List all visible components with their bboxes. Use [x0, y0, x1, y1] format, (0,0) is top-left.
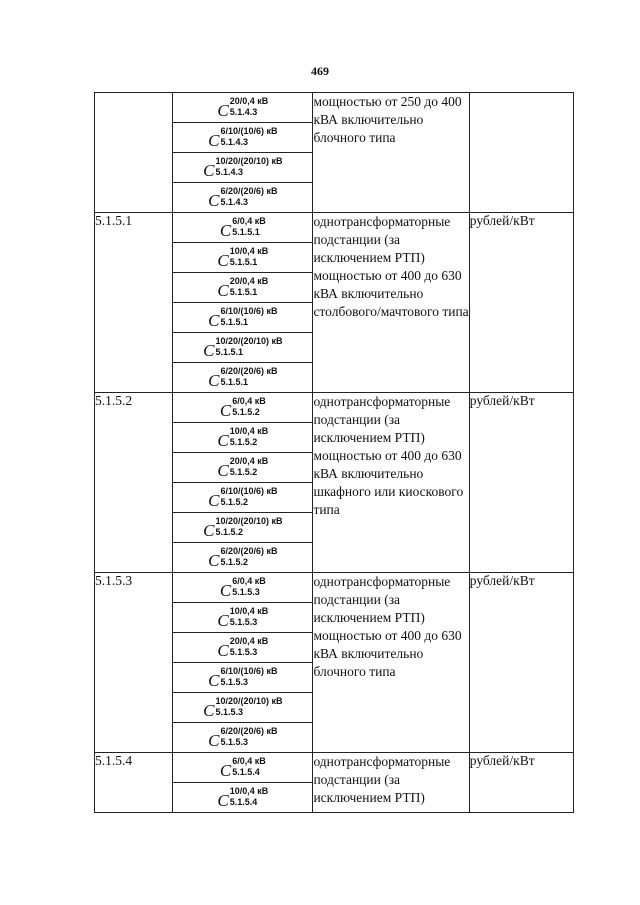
table-row [95, 393, 574, 423]
table-row [95, 213, 574, 243]
rate-symbol-cell [173, 573, 313, 603]
rate-symbol-cell [173, 213, 313, 243]
item-unit [469, 93, 573, 213]
rate-symbol-letter: C [203, 701, 215, 720]
item-description: мощностью от 250 до 400 кВА включительно блочного типа [313, 93, 469, 213]
rate-symbol-superscript: 10/20/(20/10) кВ [215, 516, 283, 526]
rate-symbol-superscript: 20/0,4 кВ [229, 96, 269, 106]
rate-symbol-cell [173, 483, 313, 513]
rate-symbol-cell [173, 363, 313, 393]
rate-symbol-letter: C [208, 191, 220, 210]
rate-symbol-letter: C [217, 461, 229, 480]
rate-symbol-cell [173, 183, 313, 213]
rate-symbol-letter: C [208, 311, 220, 330]
rate-symbol-superscript: 10/0,4 кВ [229, 246, 269, 256]
rate-symbol-superscript: 6/20/(20/6) кВ [220, 186, 278, 196]
rate-symbol-cell [173, 393, 313, 423]
rate-symbol-subscript: 5.1.5.3 [229, 647, 258, 657]
rate-symbol-letter: C [217, 641, 229, 660]
item-description: однотрансформаторные подстанции (за исключением РТП) [313, 753, 469, 813]
rate-symbol-cell [173, 543, 313, 573]
rate-symbol-cell [173, 453, 313, 483]
table-row [95, 573, 574, 603]
rate-symbol-cell [173, 273, 313, 303]
rate-symbol-subscript: 5.1.5.1 [229, 287, 258, 297]
rate-symbol-cell [173, 783, 313, 813]
rate-symbol-superscript: 6/10/(10/6) кВ [220, 126, 278, 136]
rate-symbol-letter: C [208, 491, 220, 510]
rate-symbol-subscript: 5.1.5.3 [220, 737, 248, 747]
rate-symbol-letter: C [208, 371, 220, 390]
rate-symbol-letter: C [219, 761, 232, 780]
rate-symbol-cell [173, 513, 313, 543]
table-row [95, 753, 574, 783]
rate-symbol-subscript: 5.1.5.3 [229, 617, 258, 627]
rate-symbol-subscript: 5.1.5.2 [220, 497, 248, 507]
tariff-table-body [95, 93, 574, 813]
rate-symbol-subscript: 5.1.5.1 [220, 377, 248, 387]
rate-symbol-letter: C [203, 521, 215, 540]
rate-symbol-cell [173, 723, 313, 753]
rate-symbol-cell [173, 333, 313, 363]
rate-symbol-superscript: 20/0,4 кВ [229, 276, 269, 286]
rate-symbol-subscript: 5.1.5.2 [232, 407, 260, 417]
table-row [95, 93, 574, 123]
rate-symbol-superscript: 6/10/(10/6) кВ [220, 486, 278, 496]
item-unit: рублей/кВт [469, 213, 573, 393]
item-code: 5.1.5.3 [95, 573, 173, 753]
rate-symbol-subscript: 5.1.5.4 [229, 797, 258, 807]
item-code: 5.1.5.1 [95, 213, 173, 393]
rate-symbol-letter: C [203, 161, 215, 180]
rate-symbol-cell [173, 753, 313, 783]
rate-symbol-subscript: 5.1.5.1 [215, 347, 243, 357]
rate-symbol-subscript: 5.1.5.1 [229, 257, 258, 267]
rate-symbol-letter: C [217, 791, 229, 810]
rate-symbol-letter: C [217, 251, 229, 270]
rate-symbol-cell [173, 603, 313, 633]
rate-symbol-superscript: 10/20/(20/10) кВ [215, 696, 283, 706]
rate-symbol-superscript: 6/20/(20/6) кВ [220, 726, 278, 736]
rate-symbol-superscript: 6/20/(20/6) кВ [220, 546, 278, 556]
rate-symbol-cell [173, 693, 313, 723]
page-number: 469 [311, 64, 329, 78]
rate-symbol-subscript: 5.1.5.2 [229, 437, 258, 447]
rate-symbol-superscript: 6/0,4 кВ [232, 216, 266, 226]
rate-symbol-subscript: 5.1.5.2 [215, 527, 243, 537]
rate-symbol-superscript: 6/10/(10/6) кВ [220, 306, 278, 316]
rate-symbol-cell [173, 243, 313, 273]
rate-symbol-subscript: 5.1.4.3 [229, 107, 258, 117]
item-unit: рублей/кВт [469, 753, 573, 813]
rate-symbol-cell [173, 663, 313, 693]
item-code [95, 93, 173, 213]
rate-symbol-letter: C [219, 581, 232, 600]
rate-symbol-letter: C [217, 101, 229, 120]
item-description: однотрансформаторные подстанции (за исключением РТП) мощностью от 400 до 630 кВА включительно шкафного или киоскового типа [313, 393, 469, 573]
item-unit: рублей/кВт [469, 573, 573, 753]
rate-symbol-cell [173, 423, 313, 453]
item-code: 5.1.5.4 [95, 753, 173, 813]
rate-symbol-subscript: 5.1.5.2 [229, 467, 258, 477]
rate-symbol-subscript: 5.1.5.3 [215, 707, 243, 717]
rate-symbol-subscript: 5.1.5.2 [220, 557, 248, 567]
rate-symbol-superscript: 6/20/(20/6) кВ [220, 366, 278, 376]
rate-symbol-superscript: 10/0,4 кВ [229, 426, 269, 436]
rate-symbol-subscript: 5.1.5.1 [232, 227, 260, 237]
rate-symbol-subscript: 5.1.5.4 [232, 767, 260, 777]
rate-symbol-superscript: 20/0,4 кВ [229, 636, 269, 646]
rate-symbol-letter: C [219, 221, 232, 240]
rate-symbol-superscript: 10/0,4 кВ [229, 606, 269, 616]
rate-symbol-superscript: 20/0,4 кВ [229, 456, 269, 466]
item-description: однотрансформаторные подстанции (за исключением РТП) мощностью от 400 до 630 кВА включительно столбового/мачтового типа [313, 213, 469, 393]
rate-symbol-letter: C [208, 551, 220, 570]
rate-symbol-superscript: 10/20/(20/10) кВ [215, 156, 283, 166]
rate-symbol-letter: C [208, 131, 220, 150]
rate-symbol-cell [173, 153, 313, 183]
rate-symbol-letter: C [217, 431, 229, 450]
tariff-table [94, 92, 574, 813]
rate-symbol-letter: C [208, 671, 220, 690]
rate-symbol-superscript: 6/10/(10/6) кВ [220, 666, 278, 676]
rate-symbol-cell [173, 633, 313, 663]
rate-symbol-letter: C [217, 281, 229, 300]
rate-symbol-subscript: 5.1.4.3 [220, 137, 248, 147]
rate-symbol-subscript: 5.1.5.1 [220, 317, 248, 327]
rate-symbol-subscript: 5.1.4.3 [220, 197, 248, 207]
rate-symbol-superscript: 10/20/(20/10) кВ [215, 336, 283, 346]
rate-symbol-superscript: 6/0,4 кВ [232, 396, 266, 406]
rate-symbol-letter: C [208, 731, 220, 750]
item-code: 5.1.5.2 [95, 393, 173, 573]
rate-symbol-cell [173, 93, 313, 123]
rate-symbol-letter: C [219, 401, 232, 420]
rate-symbol-subscript: 5.1.4.3 [215, 167, 243, 177]
rate-symbol-subscript: 5.1.5.3 [220, 677, 248, 687]
rate-symbol-superscript: 6/0,4 кВ [232, 576, 266, 586]
rate-symbol-letter: C [217, 611, 229, 630]
rate-symbol-subscript: 5.1.5.3 [232, 587, 260, 597]
rate-symbol-superscript: 10/0,4 кВ [229, 786, 269, 796]
rate-symbol-cell [173, 303, 313, 333]
rate-symbol-letter: C [203, 341, 215, 360]
item-unit: рублей/кВт [469, 393, 573, 573]
rate-symbol-superscript: 6/0,4 кВ [232, 756, 266, 766]
rate-symbol-cell [173, 123, 313, 153]
item-description: однотрансформаторные подстанции (за исключением РТП) мощностью от 400 до 630 кВА включительно блочного типа [313, 573, 469, 753]
